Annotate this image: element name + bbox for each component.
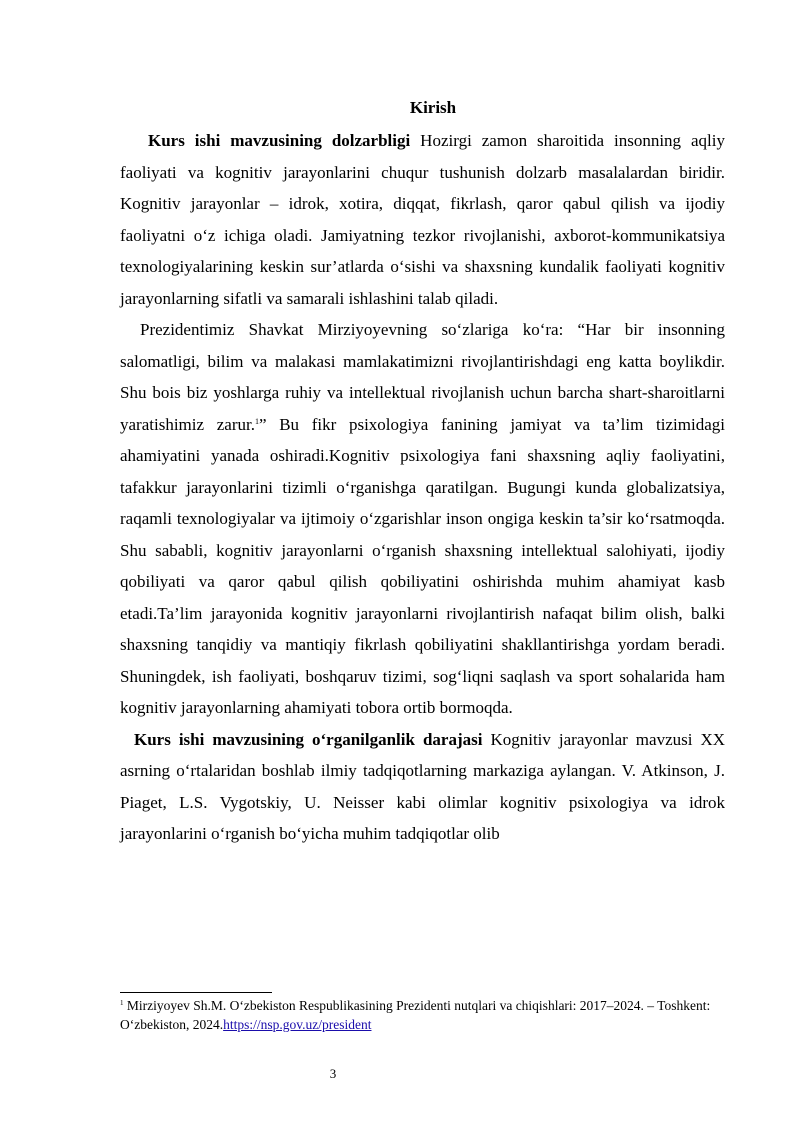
footnote-link[interactable]: https://nsp.gov.uz/president <box>223 1017 372 1032</box>
paragraph-president-quote <box>120 314 725 724</box>
paragraph-study-level <box>120 724 725 850</box>
quote-text: Prezidentimiz Shavkat Mirziyoyevning so‘zlariga ko‘ra: “Har bir insonning salomatligi, bilim va malakasi mamlakatimizni rivojlantirishdagi eng katta boylikdir. Shu bois biz yoshlarga ruhiy va intellektual rivojlanish uchun barcha shart-sharoitlarni yaratishimiz zarur. <box>120 320 725 434</box>
page-number: 3 <box>329 1066 337 1081</box>
footnote-text: Mirziyoyev Sh.M. O‘zbekiston Respublikasining Prezidenti nutqlari va chiqishlari: 2017–2024. – Toshkent: O‘zbekiston, 2024. <box>120 998 711 1032</box>
footnote-reference[interactable]: 1 <box>254 416 259 426</box>
study-level-heading: Kurs ishi mavzusining o‘rganilganlik darajasi <box>134 729 483 749</box>
section-title: Kirish <box>409 98 457 117</box>
body-text <box>120 125 725 850</box>
study-level-text: Kognitiv jarayonlar mavzusi XX asrning o‘rtalaridan boshlab ilmiy tadqiqotlarning markaziga aylangan. V. Atkinson, J. Piaget, L.S. Vygotskiy, U. Neisser kabi olimlar kognitiv psixologiya va idrok jarayonlarini o‘rganish bo‘yicha muhim tadqiqotlar olib <box>120 729 726 843</box>
footnote <box>120 996 720 1034</box>
relevance-heading: Kurs ishi mavzusining dolzarbligi <box>148 131 411 150</box>
footnote-divider <box>120 992 272 993</box>
paragraph-relevance <box>120 125 725 314</box>
quote-continuation: ” Bu fikr psixologiya fanining jamiyat va ta’lim tizimidagi ahamiyatini yanada oshiradi.Kognitiv psixologiya fani shaxsning aqliy faoliyatini, tafakkur jarayonlarini tizimli o‘rganishga qaratilgan. Bugungi kunda globalizatsiya, raqamli texnologiyalar va ijtimoiy o‘zgarishlar inson ongiga keskin ta’sir ko‘rsatmoqda. Shu sababli, kognitiv jarayonlarni o‘rganish shaxsning intellektual salohiyati, ijodiy qobiliyati va qaror qabul qilish qobiliyatini oshirishda muhim ahamiyat kasb etadi.Ta’lim jarayonida kognitiv jarayonlarni rivojlantirish nafaqat bilim olish, balki shaxsning tanqidiy va mantiqiy fikrlash qobiliyatini shakllantirishga yordam beradi. Shuningdek, ish faoliyati, boshqaruv tizimi, sog‘liqni saqlash va sport sohalarida ham kognitiv jarayonlarning ahamiyati tobora ortib bormoqda. <box>120 414 725 717</box>
footnote-mark: 1 <box>120 999 124 1007</box>
relevance-text: Hozirgi zamon sharoitida insonning aqliy faoliyati va kognitiv jarayonlarini chuqur tushunish dolzarb masalalardan biridir. Kognitiv jarayonlar – idrok, xotira, diqqat, fikrlash, qaror qabul qilish va ijodiy faoliyatni o‘z ichiga oladi. Jamiyatning tezkor rivojlanishi, axborot-kommunikatsiya texnologiyalarining keskin sur’atlarda o‘sishi va shaxsning kundalik faoliyati kognitiv jarayonlarning sifatli va samarali ishlashini talab qiladi. <box>120 131 725 308</box>
